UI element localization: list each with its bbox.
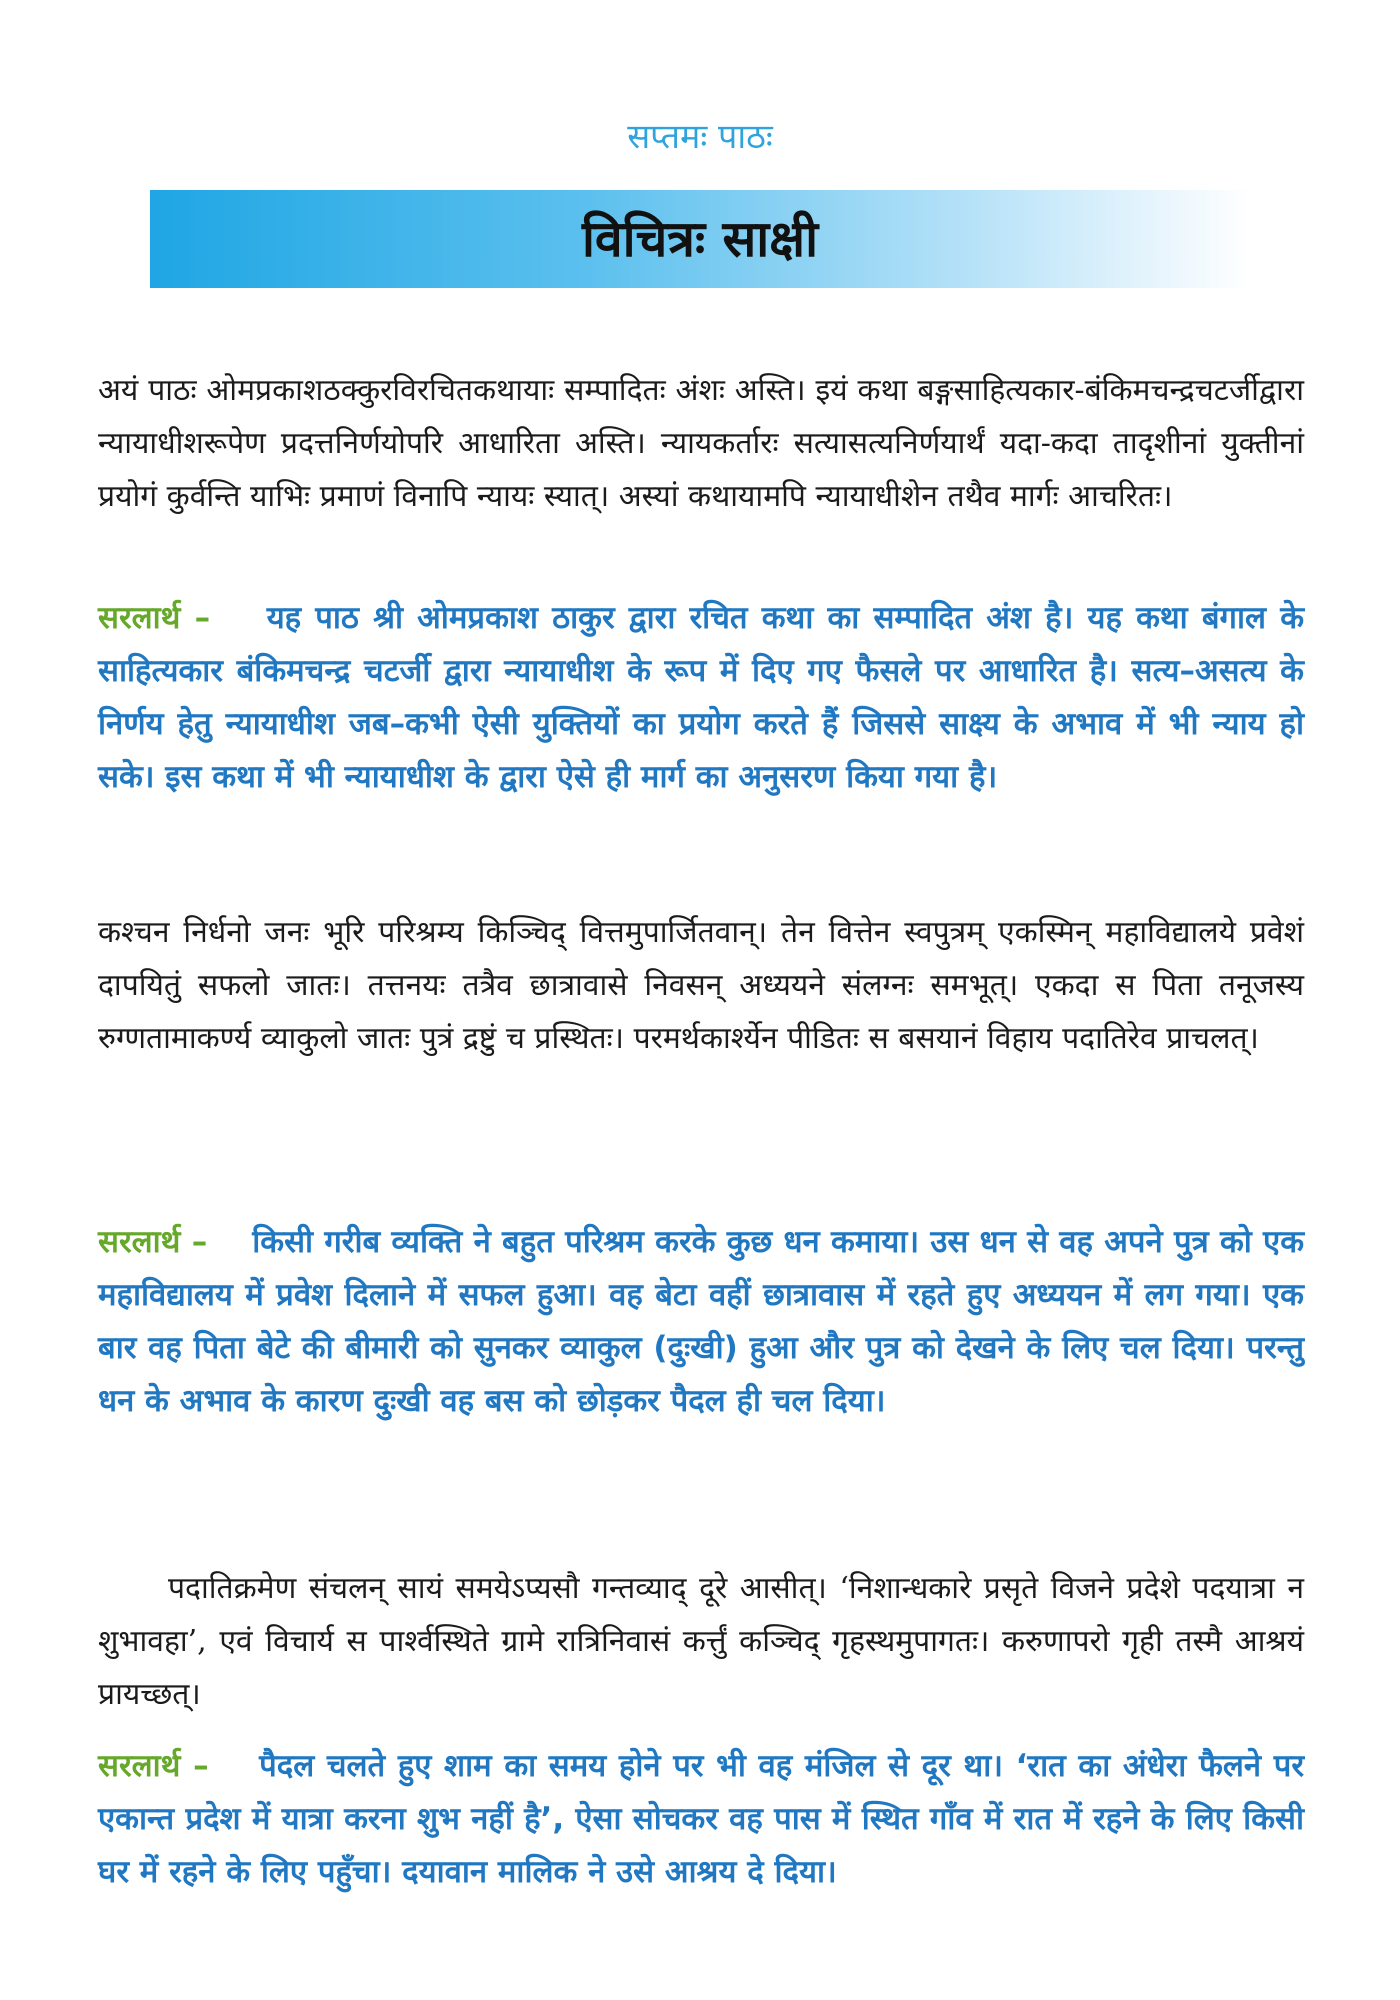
gloss-label: सरलार्थ –	[98, 1224, 208, 1260]
title-banner	[150, 190, 1250, 288]
sanskrit-paragraph-intro: अयं पाठः ओमप्रकाशठक्कुरविरचितकथायाः सम्पादितः अंशः अस्ति। इयं कथा बङ्गसाहित्यकार-बंकिमचन्द्रचटर्जीद्वारा न्यायाधीशरूपेण प्रदत्तनिर्णयोपरि आधारिता अस्ति। न्यायकर्तारः सत्यासत्यनिर्णयार्थं यदा-कदा तादृशीनां युक्तीनां प्रयोगं कुर्वन्ति याभिः प्रमाणं विनापि न्यायः स्यात्। अस्यां कथायामपि न्यायाधीशेन तथैव मार्गः आचरितः।	[98, 373, 1304, 514]
hindi-gloss-1	[98, 1216, 1304, 1428]
lesson-number: सप्तमः पाठः	[627, 117, 773, 157]
gloss-text: यह पाठ श्री ओमप्रकाश ठाकुर द्वारा रचित कथा का सम्पादित अंश है। यह कथा बंगाल के साहित्यकार बंकिमचन्द्र चटर्जी द्वारा न्यायाधीश के रूप में दिए गए फैसले पर आधारित है। सत्य–असत्य के निर्णय हेतु न्यायाधीश जब–कभी ऐसी युक्तियों का प्रयोग करते हैं जिससे साक्ष्य के अभाव में भी न्याय हो सके। इस कथा में भी न्यायाधीश के द्वारा ऐसे ही मार्ग का अनुसरण किया गया है।	[98, 600, 1304, 795]
sanskrit-paragraph-1: कश्चन निर्धनो जनः भूरि परिश्रम्य किञ्चिद् वित्तमुपार्जितवान्। तेन वित्तेन स्वपुत्रम् एकस्मिन् महाविद्यालये प्रवेशं दापयितुं सफलो जातः। तत्तनयः तत्रैव छात्रावासे निवसन् अध्ययने संलग्नः समभूत्। एकदा स पिता तनूजस्य रुग्णतामाकर्ण्य व्याकुलो जातः पुत्रं द्रष्टुं च प्रस्थितः। परमर्थकार्श्येन पीडितः स बसयानं विहाय पदातिरेव प्राचलत्।	[98, 915, 1304, 1056]
gloss-label: सरलार्थ –	[98, 600, 211, 636]
lesson-title: विचित्रः साक्षी	[581, 210, 819, 268]
gloss-label: सरलार्थ –	[98, 1748, 209, 1784]
hindi-gloss-2	[98, 1740, 1304, 1899]
gloss-text: पैदल चलते हुए शाम का समय होने पर भी वह मंजिल से दूर था। ‘रात का अंधेरा फैलने पर एकान्त प्रदेश में यात्रा करना शुभ नहीं है’, ऐसा सोचकर वह पास में स्थित गाँव में रात में रहने के लिए किसी घर में रहने के लिए पहुँचा। दयावान मालिक ने उसे आश्रय दे दिया।	[98, 1748, 1304, 1890]
gloss-text: किसी गरीब व्यक्ति ने बहुत परिश्रम करके कुछ धन कमाया। उस धन से वह अपने पुत्र को एक महाविद्यालय में प्रवेश दिलाने में सफल हुआ। वह बेटा वहीं छात्रावास में रहते हुए अध्ययन में लग गया। एक बार वह पिता बेटे की बीमारी को सुनकर व्याकुल (दुःखी) हुआ और पुत्र को देखने के लिए चल दिया। परन्तु धन के अभाव के कारण दुःखी वह बस को छोड़कर पैदल ही चल दिया।	[98, 1224, 1304, 1419]
hindi-gloss-intro	[98, 592, 1304, 804]
sanskrit-paragraph-2: पदातिक्रमेण संचलन् सायं समयेऽप्यसौ गन्तव्याद् दूरे आसीत्। ‘निशान्धकारे प्रसृते विजने प्रदेशे पदयात्रा न शुभावहा’, एवं विचार्य स पार्श्वस्थिते ग्रामे रात्रिनिवासं कर्त्तुं कञ्चिद् गृहस्थमुपागतः। करुणापरो गृही तस्मै आश्रयं प्रायच्छत्।	[98, 1571, 1304, 1712]
